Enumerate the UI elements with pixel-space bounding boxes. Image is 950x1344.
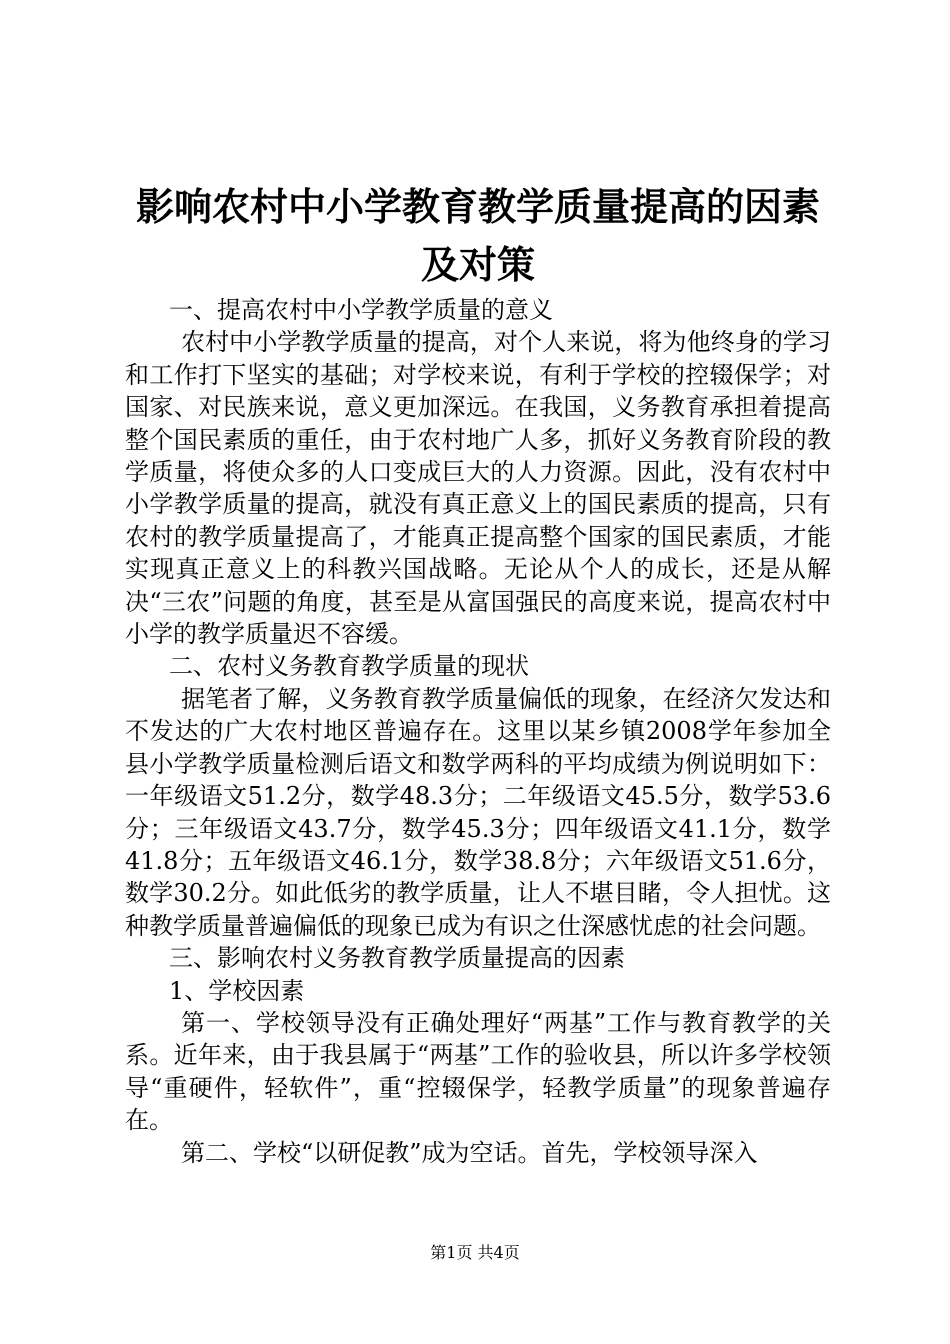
section-2-paragraph-1: 据笔者了解，义务教育教学质量偏低的现象，在经济欠发达和不发达的广大农村地区普遍存在。这里以某乡镇2008学年参加全县小学教学质量检测后语文和数学两科的平均成绩为例说明如下：一年级语文51.2分，数学48.3分；二年级语文45.5分，数学53.6分；三年级语文43.7分，数学45.3分；四年级语文41.1分，数学41.8分；五年级语文46.1分，数学38.8分；六年级语文51.6分，数学30.2分。如此低劣的教学质量，让人不堪目睹，令人担忧。这种教学质量普遍偏低的现象已成为有识之仕深感忧虑的社会问题。: [125, 684, 831, 940]
section-3-paragraph-2: 第二、学校“以研促教”成为空话。首先，学校领导深入: [181, 1138, 758, 1167]
section-3-subheading: 1、学校因素: [169, 976, 305, 1005]
section-heading-1: 一、提高农村中小学教学质量的意义: [169, 296, 553, 324]
document-title: 影响农村中小学教育教学质量提高的因素及对策: [135, 184, 820, 287]
section-heading-3: 三、影响农村义务教育教学质量提高的因素: [169, 944, 625, 973]
section-3-paragraph-1: 第一、学校领导没有正确处理好“两基”工作与教育教学的关系。近年来，由于我县属于“两基”工作的验收县，所以许多学校领导“重硬件，轻软件”，重“控辍保学，轻教学质量”的现象普遍存在。: [125, 1008, 831, 1135]
section-heading-2: 二、农村义务教育教学质量的现状: [169, 652, 529, 681]
section-1-paragraph-1: 农村中小学教学质量的提高，对个人来说，将为他终身的学习和工作打下坚实的基础；对学校来说，有利于学校的控辍保学；对国家、对民族来说，意义更加深远。在我国，义务教育承担着提高整个国民素质的重任，由于农村地广人多，抓好义务教育阶段的教学质量，将使众多的人口变成巨大的人力资源。因此，没有农村中小学教学质量的提高，就没有真正意义上的国民素质的提高，只有农村的教学质量提高了，才能真正提高整个国家的国民素质，才能实现真正意义上的科教兴国战略。无论从个人的成长，还是从解决“三农”问题的角度，甚至是从富国强民的高度来说，提高农村中小学的教学质量迟不容缓。: [125, 328, 831, 649]
document-body: [125, 294, 831, 1169]
page-footer: 第1页 共4页: [430, 1243, 520, 1262]
